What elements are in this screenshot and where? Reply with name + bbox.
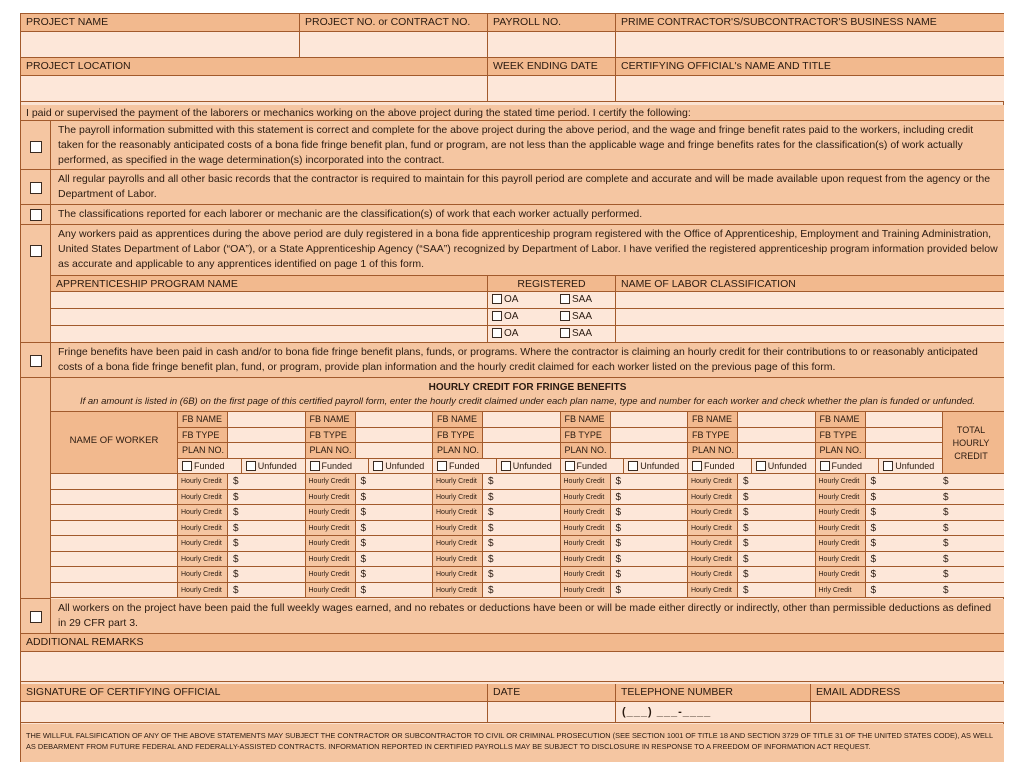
hourly-credit-label: Hourly Credit xyxy=(561,536,611,552)
saa-option[interactable] xyxy=(560,309,592,325)
fb-name-field[interactable] xyxy=(356,412,434,428)
plan-no-label: PLAN NO. xyxy=(306,443,356,459)
hourly-credit-label: Hourly Credit xyxy=(688,536,738,552)
hourly-credit-label: Hourly Credit xyxy=(816,490,866,506)
worker-name-field[interactable] xyxy=(51,521,178,537)
hourly-credit-label: Hourly Credit xyxy=(816,536,866,552)
hourly-credit-label: Hourly Credit xyxy=(561,552,611,568)
hourly-credit-label: Hourly Credit xyxy=(816,474,866,490)
legal-warning-footer: THE WILLFUL FALSIFICATION OF ANY OF THE ABOVE STATEMENTS MAY SUBJECT THE CONTRACTOR OR SUBCONTRACTOR TO CIVIL OR CRIMINAL PROSECUTION (SEE SECTION 1001 OF TITLE 18 AND SECTION 3729 OF TITLE 31 OF THE UNITED STATES CODE), AS WELL AS DEBARMENT FROM FUTURE FEDERAL AND FEDERALLY-ASSISTED CONTRACTS. INFORMATION REPORTED IN CERTIFIED PAYROLLS MAY BE SUBJECT TO DISCLOSURE IN RESPONSE TO A FREEDOM OF INFORMATION ACT REQUEST. xyxy=(21,724,1004,762)
payroll-certification-form xyxy=(20,13,1004,762)
worker-name-field[interactable] xyxy=(51,583,178,599)
cert-5-checkbox[interactable] xyxy=(30,355,42,367)
hourly-credit-label: Hourly Credit xyxy=(433,583,483,599)
fringe-grid xyxy=(51,412,1004,599)
cert-1-text: The payroll information submitted with this statement is correct and complete for the above project during the above period, and the wage and fringe benefit rates paid to the workers, including credit taken for the reasonably anticipated costs of a bona fide fringe benefit plan, fund or program, are not less than the applicable wage and fringe benefits rates for the classification(s) of work actually performed, as specified in the wage determination(s) incorporated into the contract. xyxy=(58,124,974,166)
hourly-credit-label: Hourly Credit xyxy=(178,474,228,490)
hourly-credit-amount-field[interactable]: $ xyxy=(483,490,561,506)
labor-classification-label: NAME OF LABOR CLASSIFICATION xyxy=(616,275,1004,292)
registered-options xyxy=(488,309,616,326)
hourly-credit-label: Hourly Credit xyxy=(433,567,483,583)
funded-label: Funded xyxy=(576,460,608,471)
funded-checkbox[interactable] xyxy=(692,461,702,471)
cert-row-2 xyxy=(21,170,1004,205)
business-name-label: PRIME CONTRACTOR'S/SUBCONTRACTOR'S BUSINESS NAME xyxy=(616,14,1004,32)
cert-1-checkbox[interactable] xyxy=(30,141,42,153)
hourly-credit-amount-field[interactable]: $ xyxy=(228,505,306,521)
cert-4-checkbox[interactable] xyxy=(30,245,42,257)
hourly-credit-amount-field[interactable]: $ xyxy=(866,505,944,521)
hourly-credit-amount-field[interactable]: $ xyxy=(866,552,944,568)
unfunded-checkbox[interactable] xyxy=(246,461,256,471)
fb-type-field[interactable] xyxy=(738,428,816,444)
hourly-credit-label: Hourly Credit xyxy=(306,490,356,506)
cert-2-checkbox[interactable] xyxy=(30,182,42,194)
cert-4-text: Any workers paid as apprentices during the above period are duly registered in a bona fide apprenticeship program registered with the Office of Apprenticeship, Employment and Training Administration, United States Department of Labor (“OA”), or a State Apprenticeship Agency (“SAA”) recognized by Department of Labor. I have verified the registered apprenticeship program information provided below as accurate and applicable to any apprentices identified on page 1 of this form. xyxy=(58,228,998,270)
total-hourly-credit-header: TOTAL HOURLY CREDIT xyxy=(938,412,1004,474)
labor-classification-field[interactable] xyxy=(616,292,1004,309)
hourly-credit-label: Hourly Credit xyxy=(688,583,738,599)
funded-label: Funded xyxy=(704,460,735,471)
apprentice-program-field[interactable] xyxy=(51,326,488,343)
unfunded-option[interactable] xyxy=(497,459,561,475)
hourly-credit-amount-field[interactable]: $ xyxy=(228,552,306,568)
unfunded-checkbox[interactable] xyxy=(373,461,383,471)
hourly-credit-label: Hourly Credit xyxy=(816,521,866,537)
week-ending-label: WEEK ENDING DATE xyxy=(488,58,616,76)
fb-type-label: FB TYPE xyxy=(816,428,866,444)
fringe-instruction: If an amount is listed in (6B) on the first page of this certified payroll form, enter the hourly credit claimed under each plan name, type and number for each worker and check whether the plan is funded or unfunded. xyxy=(79,396,976,407)
hourly-credit-amount-field[interactable]: $ xyxy=(738,583,816,599)
worker-name-field[interactable] xyxy=(51,552,178,568)
unfunded-label: Unfunded xyxy=(512,460,552,471)
hourly-credit-amount-field[interactable]: $ xyxy=(738,521,816,537)
hourly-credit-amount-field[interactable]: $ xyxy=(866,474,944,490)
hourly-credit-label: Hourly Credit xyxy=(178,583,228,599)
fb-name-label: FB NAME xyxy=(433,412,483,428)
fb-name-label: FB NAME xyxy=(306,412,356,428)
oa-checkbox[interactable] xyxy=(492,311,502,321)
oa-label: OA xyxy=(504,328,519,339)
saa-label: SAA xyxy=(572,311,593,322)
fb-type-label: FB TYPE xyxy=(178,428,228,444)
apprenticeship-rows xyxy=(51,292,1004,343)
total-hourly-credit-field[interactable]: $ xyxy=(938,505,1004,521)
unfunded-label: Unfunded xyxy=(640,460,680,471)
fb-name-field[interactable] xyxy=(611,412,689,428)
total-hourly-credit-field[interactable]: $ xyxy=(938,536,1004,552)
hourly-credit-amount-field[interactable]: $ xyxy=(356,521,434,537)
plan-no-label: PLAN NO. xyxy=(561,443,611,459)
fb-type-label: FB TYPE xyxy=(306,428,356,444)
fringe-title: HOURLY CREDIT FOR FRINGE BENEFITS xyxy=(428,382,627,393)
hourly-credit-label: Hourly Credit xyxy=(561,505,611,521)
unfunded-option[interactable] xyxy=(879,459,943,475)
saa-label: SAA xyxy=(572,328,593,339)
funded-checkbox[interactable] xyxy=(565,461,575,471)
cert-row-4 xyxy=(21,225,1004,275)
hourly-credit-amount-field[interactable]: $ xyxy=(738,505,816,521)
hourly-credit-amount-field[interactable]: $ xyxy=(866,536,944,552)
saa-option[interactable] xyxy=(560,326,592,342)
additional-remarks-field[interactable] xyxy=(21,652,1004,682)
hourly-credit-amount-field[interactable]: $ xyxy=(483,474,561,490)
cert-row-6 xyxy=(21,599,1004,634)
total-hourly-credit-field[interactable]: $ xyxy=(938,552,1004,568)
unfunded-checkbox[interactable] xyxy=(628,461,638,471)
cert-row-3 xyxy=(21,205,1004,225)
oa-label: OA xyxy=(504,311,519,322)
hourly-credit-label: Hourly Credit xyxy=(688,474,738,490)
total-hourly-credit-field[interactable]: $ xyxy=(938,567,1004,583)
payroll-no-field[interactable] xyxy=(488,32,616,58)
hourly-credit-amount-field[interactable]: $ xyxy=(738,536,816,552)
labor-classification-field[interactable] xyxy=(616,326,1004,343)
plan-no-field[interactable] xyxy=(483,443,561,459)
fringe-title-block xyxy=(51,378,1004,412)
hourly-credit-amount-field[interactable]: $ xyxy=(483,505,561,521)
registered-options xyxy=(488,292,616,309)
hourly-credit-amount-field[interactable]: $ xyxy=(866,490,944,506)
hourly-credit-label: Hourly Credit xyxy=(306,521,356,537)
unfunded-option[interactable] xyxy=(624,459,688,475)
worker-name-field[interactable] xyxy=(51,474,178,490)
hourly-credit-label: Hourly Credit xyxy=(433,474,483,490)
unfunded-option[interactable] xyxy=(242,459,306,475)
hourly-credit-amount-field[interactable]: $ xyxy=(356,552,434,568)
plan-no-field[interactable] xyxy=(866,443,944,459)
cert-3-text: The classifications reported for each laborer or mechanic are the classification(s) of work that each worker actually performed. xyxy=(58,208,643,220)
cert-2-text: All regular payrolls and all other basic records that the contractor is required to maintain for this payroll period are complete and accurate and will be made available upon request from the agency or the Department of Labor. xyxy=(58,173,991,200)
hourly-credit-label: Hourly Credit xyxy=(688,567,738,583)
name-of-worker-header: NAME OF WORKER xyxy=(51,412,178,474)
plan-no-field[interactable] xyxy=(228,443,306,459)
project-location-field[interactable] xyxy=(21,76,488,102)
additional-remarks-label: ADDITIONAL REMARKS xyxy=(21,634,1004,652)
fb-name-label: FB NAME xyxy=(816,412,866,428)
hourly-credit-label: Hourly Credit xyxy=(688,552,738,568)
hourly-credit-label: Hourly Credit xyxy=(561,474,611,490)
hourly-credit-label: Hourly Credit xyxy=(178,521,228,537)
saa-checkbox[interactable] xyxy=(560,311,570,321)
oa-option[interactable] xyxy=(492,309,518,325)
certifying-official-label: CERTIFYING OFFICIAL's NAME AND TITLE xyxy=(616,58,1004,76)
hourly-credit-amount-field[interactable]: $ xyxy=(738,552,816,568)
hourly-credit-label: Hourly Credit xyxy=(688,505,738,521)
hourly-credit-label: Hourly Credit xyxy=(306,536,356,552)
telephone-field[interactable]: (___) ___-____ xyxy=(616,702,811,723)
fb-type-label: FB TYPE xyxy=(688,428,738,444)
hourly-credit-amount-field[interactable]: $ xyxy=(228,536,306,552)
week-ending-field[interactable] xyxy=(488,76,616,102)
hourly-credit-label: Hourly Credit xyxy=(433,521,483,537)
business-name-field[interactable] xyxy=(616,32,1004,58)
funded-option[interactable] xyxy=(816,459,880,475)
plan-no-label: PLAN NO. xyxy=(433,443,483,459)
hourly-credit-label: Hourly Credit xyxy=(561,583,611,599)
hourly-credit-label: Hrly Credit xyxy=(816,583,866,599)
oa-checkbox[interactable] xyxy=(492,294,502,304)
hourly-credit-label: Hourly Credit xyxy=(306,474,356,490)
total-hourly-credit-field[interactable]: $ xyxy=(938,490,1004,506)
plan-no-field[interactable] xyxy=(611,443,689,459)
oa-option[interactable] xyxy=(492,326,518,342)
fb-type-field[interactable] xyxy=(483,428,561,444)
hourly-credit-amount-field[interactable]: $ xyxy=(611,567,689,583)
project-location-label: PROJECT LOCATION xyxy=(21,58,488,76)
funded-option[interactable] xyxy=(306,459,370,475)
fb-name-field[interactable] xyxy=(228,412,306,428)
hourly-credit-amount-field[interactable]: $ xyxy=(866,521,944,537)
hourly-credit-amount-field[interactable]: $ xyxy=(738,490,816,506)
funded-label: Funded xyxy=(831,460,863,471)
fb-type-field[interactable] xyxy=(228,428,306,444)
unfunded-option[interactable] xyxy=(752,459,816,475)
registered-label: REGISTERED xyxy=(488,275,616,292)
hourly-credit-amount-field[interactable]: $ xyxy=(356,505,434,521)
hourly-credit-amount-field[interactable]: $ xyxy=(866,567,944,583)
unfunded-checkbox[interactable] xyxy=(501,461,511,471)
fb-type-label: FB TYPE xyxy=(561,428,611,444)
hourly-credit-label: Hourly Credit xyxy=(561,567,611,583)
saa-option[interactable] xyxy=(560,292,592,308)
hourly-credit-amount-field[interactable]: $ xyxy=(356,474,434,490)
hourly-credit-amount-field[interactable]: $ xyxy=(228,567,306,583)
funded-option[interactable] xyxy=(433,459,497,475)
saa-checkbox[interactable] xyxy=(560,294,570,304)
signature-label: SIGNATURE OF CERTIFYING OFFICIAL xyxy=(21,684,488,702)
hourly-credit-label: Hourly Credit xyxy=(816,552,866,568)
plan-no-field[interactable] xyxy=(738,443,816,459)
plan-no-label: PLAN NO. xyxy=(688,443,738,459)
fb-type-field[interactable] xyxy=(611,428,689,444)
certifying-official-field[interactable] xyxy=(616,76,1004,102)
unfunded-label: Unfunded xyxy=(767,460,807,471)
cert-5-text: Fringe benefits have been paid in cash and/or to bona fide fringe benefit plans, funds, or programs. Where the contractor is claiming an hourly credit for their contributions to or reasonably anticipated costs of a bona fide fringe benefit plan, fund, or program, provide plan information and the hourly credit claimed for each worker listed on the previous page of this form. xyxy=(58,346,978,373)
funded-option[interactable] xyxy=(688,459,752,475)
fb-type-field[interactable] xyxy=(866,428,944,444)
funded-checkbox[interactable] xyxy=(437,461,447,471)
hourly-credit-label: Hourly Credit xyxy=(178,536,228,552)
hourly-credit-label: Hourly Credit xyxy=(561,521,611,537)
email-label: EMAIL ADDRESS xyxy=(811,684,1004,702)
hourly-credit-amount-field[interactable]: $ xyxy=(228,474,306,490)
hourly-credit-label: Hourly Credit xyxy=(306,567,356,583)
saa-label: SAA xyxy=(572,294,593,305)
cert-row-1 xyxy=(21,121,1004,170)
unfunded-label: Unfunded xyxy=(895,460,935,471)
hourly-credit-label: Hourly Credit xyxy=(306,505,356,521)
unfunded-label: Unfunded xyxy=(257,460,297,471)
labor-classification-field[interactable] xyxy=(616,309,1004,326)
hourly-credit-label: Hourly Credit xyxy=(178,552,228,568)
hourly-credit-amount-field[interactable]: $ xyxy=(356,583,434,599)
hourly-credit-amount-field[interactable]: $ xyxy=(356,567,434,583)
hourly-credit-label: Hourly Credit xyxy=(433,490,483,506)
apprentice-program-field[interactable] xyxy=(51,309,488,326)
hourly-credit-label: Hourly Credit xyxy=(306,552,356,568)
project-no-label: PROJECT NO. or CONTRACT NO. xyxy=(300,14,488,32)
hourly-credit-amount-field[interactable]: $ xyxy=(738,474,816,490)
date-field[interactable] xyxy=(488,702,616,723)
plan-no-label: PLAN NO. xyxy=(178,443,228,459)
cert-row-5 xyxy=(21,343,1004,378)
funded-label: Funded xyxy=(449,460,480,471)
hourly-credit-label: Hourly Credit xyxy=(433,552,483,568)
hourly-credit-amount-field[interactable]: $ xyxy=(611,490,689,506)
hourly-credit-label: Hourly Credit xyxy=(306,583,356,599)
hourly-credit-label: Hourly Credit xyxy=(178,490,228,506)
fb-name-field[interactable] xyxy=(866,412,944,428)
hourly-credit-amount-field[interactable]: $ xyxy=(356,536,434,552)
worker-name-field[interactable] xyxy=(51,505,178,521)
hourly-credit-label: Hourly Credit xyxy=(688,521,738,537)
funded-option[interactable] xyxy=(178,459,242,475)
hourly-credit-label: Hourly Credit xyxy=(178,505,228,521)
fb-type-field[interactable] xyxy=(356,428,434,444)
hourly-credit-amount-field[interactable]: $ xyxy=(228,583,306,599)
email-field[interactable] xyxy=(811,702,1004,723)
unfunded-checkbox[interactable] xyxy=(883,461,893,471)
worker-name-field[interactable] xyxy=(51,536,178,552)
funded-label: Funded xyxy=(194,460,225,471)
telephone-label: TELEPHONE NUMBER xyxy=(616,684,811,702)
fb-name-label: FB NAME xyxy=(561,412,611,428)
hourly-credit-amount-field[interactable]: $ xyxy=(611,552,689,568)
fb-name-field[interactable] xyxy=(738,412,816,428)
hourly-credit-label: Hourly Credit xyxy=(816,505,866,521)
saa-checkbox[interactable] xyxy=(560,328,570,338)
unfunded-option[interactable] xyxy=(369,459,433,475)
fb-name-label: FB NAME xyxy=(688,412,738,428)
fb-name-label: FB NAME xyxy=(178,412,228,428)
hourly-credit-label: Hourly Credit xyxy=(433,536,483,552)
payroll-no-label: PAYROLL NO. xyxy=(488,14,616,32)
funded-checkbox[interactable] xyxy=(182,461,192,471)
plan-no-field[interactable] xyxy=(356,443,434,459)
worker-name-field[interactable] xyxy=(51,567,178,583)
hourly-credit-amount-field[interactable]: $ xyxy=(866,583,944,599)
hourly-credit-amount-field[interactable]: $ xyxy=(356,490,434,506)
fb-name-field[interactable] xyxy=(483,412,561,428)
project-name-field[interactable] xyxy=(21,32,300,58)
unfunded-label: Unfunded xyxy=(385,460,425,471)
plan-no-label: PLAN NO. xyxy=(816,443,866,459)
total-hourly-credit-field[interactable]: $ xyxy=(938,583,1004,599)
hourly-credit-amount-field[interactable]: $ xyxy=(738,567,816,583)
funded-checkbox[interactable] xyxy=(310,461,320,471)
cert-6-text: All workers on the project have been paid the full weekly wages earned, and no rebates or deductions have been or will be made either directly or indirectly, other than permissible deductions as defined in 29 CFR part 3. xyxy=(58,602,992,629)
hourly-credit-amount-field[interactable]: $ xyxy=(228,521,306,537)
total-hourly-credit-field[interactable]: $ xyxy=(938,474,1004,490)
certification-intro: I paid or supervised the payment of the laborers or mechanics working on the above project during the stated time period. I certify the following: xyxy=(21,105,1004,121)
signature-field[interactable] xyxy=(21,702,488,723)
hourly-credit-amount-field[interactable]: $ xyxy=(611,505,689,521)
cert-3-checkbox[interactable] xyxy=(30,209,42,221)
hourly-credit-amount-field[interactable]: $ xyxy=(611,583,689,599)
cert-6-checkbox[interactable] xyxy=(30,611,42,623)
oa-label: OA xyxy=(504,294,519,305)
oa-checkbox[interactable] xyxy=(492,328,502,338)
funded-label: Funded xyxy=(321,460,353,471)
hourly-credit-label: Hourly Credit xyxy=(561,490,611,506)
project-name-label: PROJECT NAME xyxy=(21,14,300,32)
hourly-credit-amount-field[interactable]: $ xyxy=(483,567,561,583)
hourly-credit-label: Hourly Credit xyxy=(178,567,228,583)
hourly-credit-amount-field[interactable]: $ xyxy=(228,490,306,506)
hourly-credit-amount-field[interactable]: $ xyxy=(611,474,689,490)
hourly-credit-amount-field[interactable]: $ xyxy=(483,552,561,568)
hourly-credit-label: Hourly Credit xyxy=(816,567,866,583)
hourly-credit-amount-field[interactable]: $ xyxy=(611,521,689,537)
hourly-credit-amount-field[interactable]: $ xyxy=(483,583,561,599)
date-label: DATE xyxy=(488,684,616,702)
apprentice-program-field[interactable] xyxy=(51,292,488,309)
total-hourly-credit-field[interactable]: $ xyxy=(938,521,1004,537)
fb-type-label: FB TYPE xyxy=(433,428,483,444)
funded-checkbox[interactable] xyxy=(820,461,830,471)
worker-name-field[interactable] xyxy=(51,490,178,506)
registered-options xyxy=(488,326,616,343)
unfunded-checkbox[interactable] xyxy=(756,461,766,471)
oa-option[interactable] xyxy=(492,292,518,308)
hourly-credit-amount-field[interactable]: $ xyxy=(483,521,561,537)
project-no-field[interactable] xyxy=(300,32,488,58)
hourly-credit-label: Hourly Credit xyxy=(433,505,483,521)
hourly-credit-amount-field[interactable]: $ xyxy=(611,536,689,552)
hourly-credit-amount-field[interactable]: $ xyxy=(483,536,561,552)
funded-option[interactable] xyxy=(561,459,625,475)
apprenticeship-program-label: APPRENTICESHIP PROGRAM NAME xyxy=(51,275,488,292)
hourly-credit-label: Hourly Credit xyxy=(688,490,738,506)
